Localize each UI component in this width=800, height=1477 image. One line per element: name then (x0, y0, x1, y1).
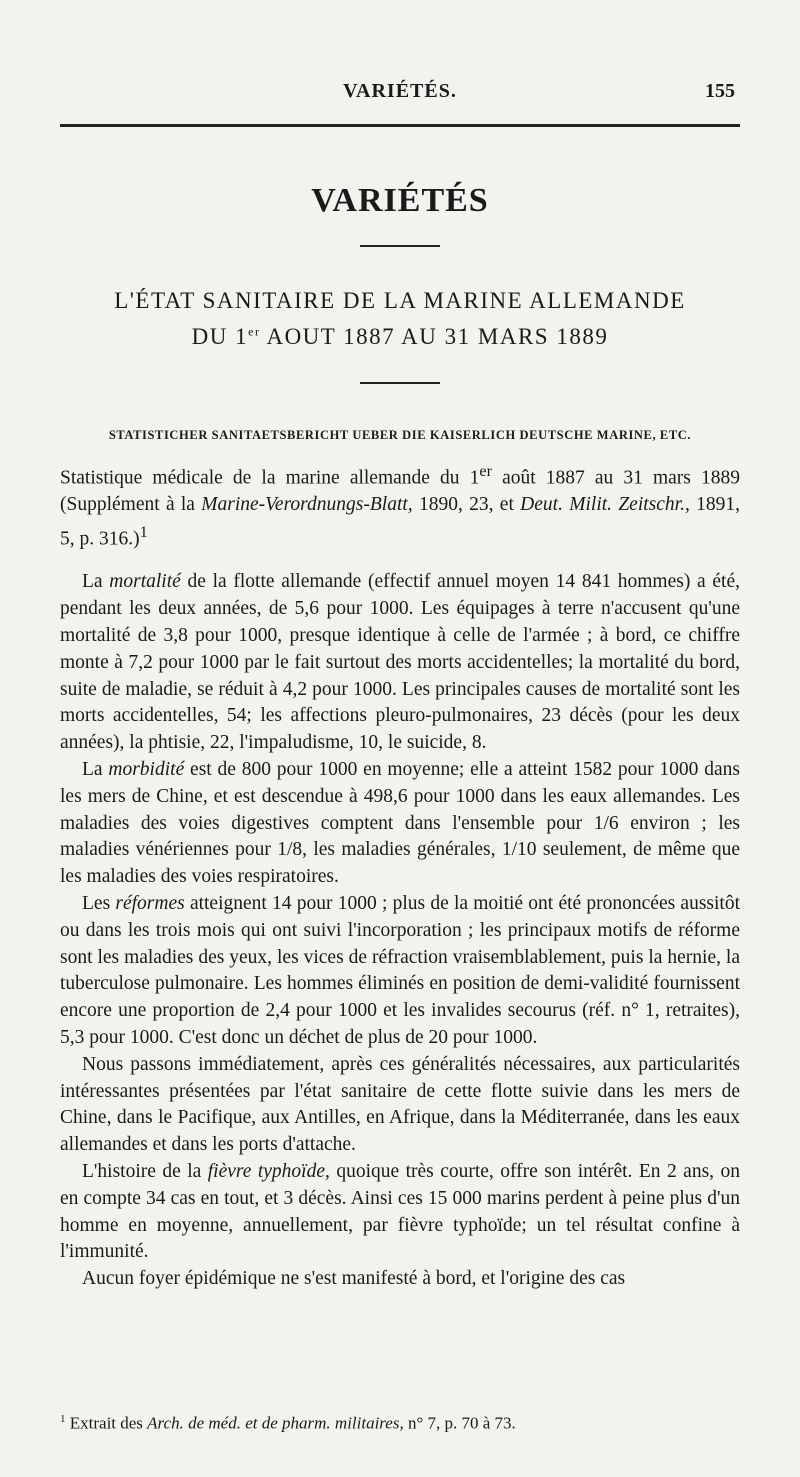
german-subtitle: STATISTICHER SANITAETSBERICHT UEBER DIE KAISERLICH DEUTSCHE MARINE, ETC. (108, 428, 692, 442)
article-title-line1: L'ÉTAT SANITAIRE DE LA MARINE ALLEMANDE (114, 288, 686, 313)
title-ordinal-sup: er (248, 324, 261, 339)
source-citation (60, 458, 740, 553)
paragraph-fievre-typhoide (60, 1159, 740, 1266)
paragraph-text: La (82, 571, 110, 593)
running-head (60, 72, 740, 112)
footnote-text: Extrait des (65, 1413, 148, 1433)
section-divider (360, 245, 440, 247)
paragraph-morbidite (60, 757, 740, 891)
source-text: août 1887 au 31 mars 1889 (Supplément à la (60, 467, 740, 516)
paragraph-text: est de 800 pour 1000 en moyenne; elle a atteint 1582 pour 1000 dans les mers de Chine, et est descendue à 498,6 pour 1000 dans les eaux allemandes. Les maladies des voies digestives comptent dans l'ensemble pour 1/6 environ ; les maladies vénériennes pour 1/8, les maladies générales, 1/10 seulement, de même que les maladies des voies respiratoires. (60, 758, 740, 888)
footnote-journal-title: Arch. de méd. et de pharm. militaires, (147, 1413, 404, 1433)
emphasis: réformes (115, 892, 185, 914)
source-text: Statistique médicale de la marine allemande du 1 (60, 467, 480, 489)
paragraph-text: quoique très courte, offre son intérêt. En 2 ans, on en compte 34 cas en tout, et 3 décès. Ainsi ces 15 000 marins perdent à peine plus d'un homme en moyenne, annuellement, par fièvre typhoïde; un tel résultat confine à l'immunité. (60, 1160, 740, 1263)
paragraph-text: atteignent 14 pour 1000 ; plus de la moitié ont été prononcées aussitôt ou dans les trois mois qui ont suivi l'incorporation ; les principaux motifs de réforme sont les maladies des yeux, les vices de réfraction vraisemblablement, puis la hernie, la tuberculose pulmonaire. Les hommes éliminés en position de demi-validité fournissent encore une proportion de 2,4 pour 1000 et les invalides secourus (réf. n° 1, retraites), 5,3 pour 1000. C'est donc un déchet de plus de 20 pour 1000. (60, 892, 741, 1048)
page-number: 155 (705, 80, 735, 102)
paragraph-foyer: Aucun foyer épidémique ne s'est manifesté à bord, et l'origine des cas (82, 1268, 626, 1290)
article-body (60, 458, 740, 1293)
emphasis: morbidité (108, 758, 185, 780)
paragraph-text: de la flotte allemande (effectif annuel moyen 14 841 hommes) a été, pendant les deux années, de 5,6 pour 1000. Les équipages à terre n'accusent qu'une mortalité de 3,8 pour 1000, presque identique à celle de l'armée ; à bord, ce chiffre monte à 7,2 pour 1000 par le fait surtout des morts accidentelles; la mortalité du bord, suite de maladie, se réduit à 4,2 pour 1000. Les principales causes de mortalité sont les morts accidentelles, 54; les affections pleuro-pulmonaires, 23 décès (pour les deux années), la phtisie, 22, l'impaludisme, 10, le suicide, 8. (60, 571, 740, 754)
paragraph-reformes (60, 891, 740, 1052)
title-date-range: AOUT 1887 AU 31 MARS 1889 (260, 324, 609, 349)
source-text: 1890, 23, et (412, 494, 521, 516)
footnote (60, 1413, 740, 1434)
paragraph-text: L'histoire de la (82, 1160, 208, 1182)
paragraph-text: Les (82, 892, 116, 914)
emphasis: mortalité (109, 571, 181, 593)
title-date-start: DU 1 (191, 324, 249, 349)
emphasis: fièvre typhoïde, (207, 1160, 330, 1182)
footnote-text: n° 7, p. 70 à 73. (403, 1413, 516, 1433)
footnote-marker: 1 (139, 523, 148, 542)
source-journal-title: Deut. Milit. Zeitschr., (520, 494, 690, 516)
header-rule (60, 124, 740, 127)
source-journal-title: Marine-Verordnungs-Blatt, (201, 494, 413, 516)
article-title-line2 (0, 324, 800, 350)
paragraph-text: La (82, 758, 109, 780)
paragraph-particularites: Nous passons immédiatement, après ces généralités nécessaires, aux particularités intéressantes présentées par l'état sanitaire de cette flotte suivie dans les mers de Chine, dans le Pacifique, aux Antilles, en Afrique, dans la Méditerranée, dans les eaux allemandes et dans les ports d'attache. (60, 1053, 740, 1156)
footnote-number: 1 (60, 1413, 66, 1425)
section-title: VARIÉTÉS (311, 182, 489, 219)
source-ordinal-sup: er (479, 462, 493, 480)
running-head-title: VARIÉTÉS. (343, 80, 457, 102)
source-text: 1891, 5, p. 316.) (60, 494, 741, 550)
paragraph-mortalite (60, 569, 740, 757)
title-divider (360, 382, 440, 384)
